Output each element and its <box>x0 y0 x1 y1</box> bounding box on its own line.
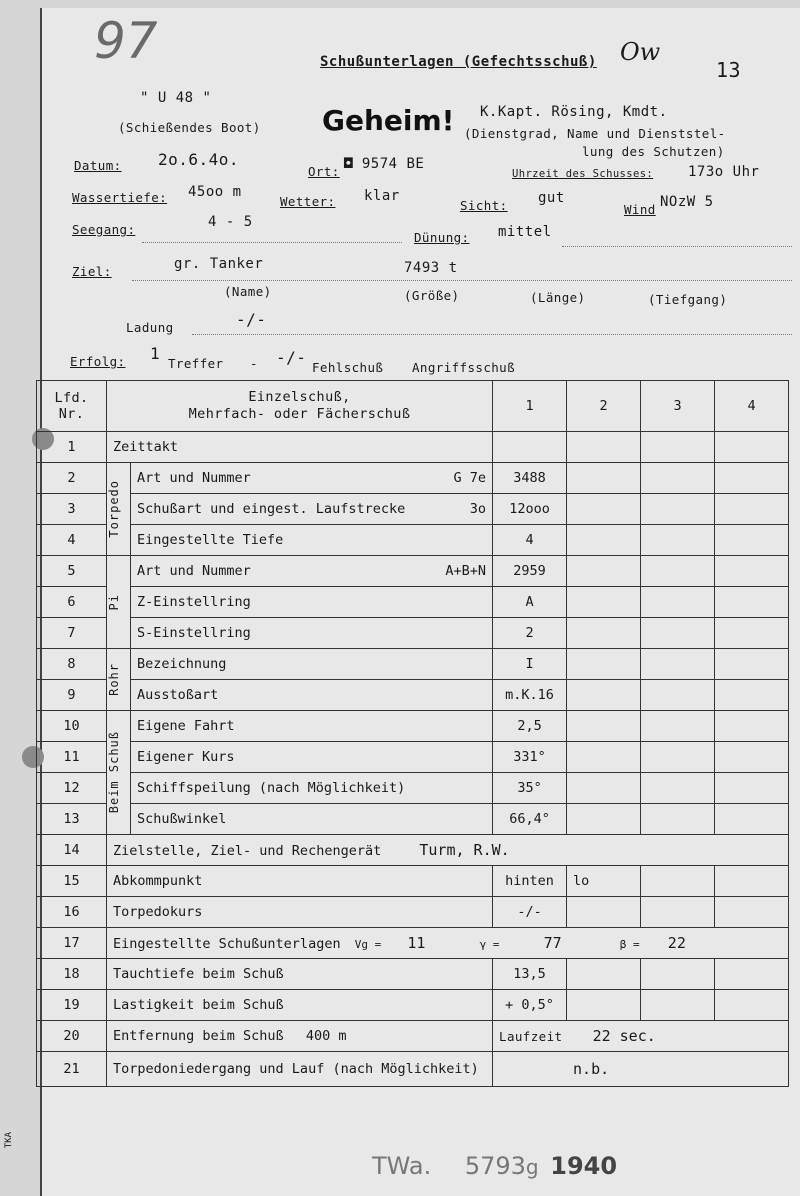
ladung-label: Ladung <box>126 320 174 335</box>
row-nr: 9 <box>37 680 107 711</box>
angriff-label: Angriffsschuß <box>412 360 516 375</box>
header-col-2: 2 <box>567 381 641 432</box>
boat-name: " U 48 " <box>140 90 212 106</box>
table-row <box>37 711 789 742</box>
wetter-value: klar <box>364 188 400 204</box>
erfolg-label: Erfolg: <box>70 354 126 369</box>
row-value: 35° <box>493 773 567 804</box>
row-value: A <box>493 587 567 618</box>
row-value <box>493 432 567 463</box>
row-label-cell <box>131 494 493 525</box>
vg-value: 11 <box>407 934 426 952</box>
groesse-caption: (Größe) <box>404 288 460 303</box>
laufzeit-value: 22 sec. <box>592 1027 656 1045</box>
tiefgang-caption: (Tiefgang) <box>648 292 728 307</box>
table-row <box>37 587 789 618</box>
beta-value: 22 <box>667 934 686 952</box>
table-row <box>37 680 789 711</box>
wind-value: NOzW 5 <box>660 194 714 210</box>
row-nr: 16 <box>37 897 107 928</box>
row-label: Torpedokurs <box>107 897 493 928</box>
row-value-2: lo <box>567 866 641 897</box>
row-value: Turm, R.W. <box>419 841 510 859</box>
row-label: Eigener Kurs <box>131 742 493 773</box>
group-rohr <box>107 649 131 711</box>
commander: K.Kapt. Rösing, Kmdt. <box>480 104 668 120</box>
row-nr: 19 <box>37 990 107 1021</box>
group-pi-label: Pi <box>107 593 121 611</box>
row-nr: 10 <box>37 711 107 742</box>
group-torpedo <box>107 463 131 556</box>
row-label: Lastigkeit beim Schuß <box>107 990 493 1021</box>
row-nr: 4 <box>37 525 107 556</box>
row-nr: 20 <box>37 1021 107 1052</box>
row-label-cell <box>107 1021 493 1052</box>
header-nr: Lfd. Nr. <box>37 381 107 432</box>
seegang-value: 4 - 5 <box>208 214 253 230</box>
archive-stamp <box>372 1152 617 1180</box>
duenung-label: Dünung: <box>414 230 470 245</box>
row-value: 2,5 <box>493 711 567 742</box>
commander-caption-2: lung des Schutzen) <box>582 144 725 159</box>
table-row <box>37 804 789 835</box>
datum-value: 2o.6.4o. <box>158 150 240 169</box>
row-value: 66,4° <box>493 804 567 835</box>
table-row <box>37 928 789 959</box>
table-row <box>37 618 789 649</box>
row-label-cell <box>107 835 789 866</box>
gamma-label: γ = <box>479 938 500 951</box>
laufzeit-cell <box>493 1021 789 1052</box>
row-nr: 13 <box>37 804 107 835</box>
stamp-number: 5793 <box>464 1152 526 1180</box>
ort-value: ◘ 9574 BE <box>344 156 425 172</box>
row-label: S-Einstellring <box>131 618 493 649</box>
row-label: Zeittakt <box>107 432 493 463</box>
datum-label: Datum: <box>74 158 122 173</box>
fehlschuss-label: Fehlschuß <box>312 360 384 375</box>
dash-separator: - <box>250 356 258 371</box>
row-nr: 1 <box>37 432 107 463</box>
row-nr: 15 <box>37 866 107 897</box>
group-beim-schuss-label: Beim Schuß <box>107 731 121 814</box>
row-label-cell <box>131 556 493 587</box>
row-label-cell <box>107 928 789 959</box>
table-row <box>37 494 789 525</box>
group-pi <box>107 556 131 649</box>
stamp-suffix: g <box>525 1155 539 1179</box>
header-col-3: 3 <box>641 381 715 432</box>
row-label: Eigene Fahrt <box>131 711 493 742</box>
row-label: Eingestellte Tiefe <box>131 525 493 556</box>
firing-data-table <box>36 380 789 1087</box>
row-value: 2 <box>493 618 567 649</box>
row-nr: 7 <box>37 618 107 649</box>
row-note: A+B+N <box>445 563 487 579</box>
laenge-caption: (Länge) <box>530 290 586 305</box>
row-value: I <box>493 649 567 680</box>
row-nr: 12 <box>37 773 107 804</box>
handwritten-initials: Ow <box>620 38 661 66</box>
table-row <box>37 959 789 990</box>
row-label: Z-Einstellring <box>131 587 493 618</box>
sicht-label: Sicht: <box>460 198 508 213</box>
margin-note: TKA <box>4 1132 14 1149</box>
row-note: G 7e <box>453 470 487 486</box>
row-value: 13,5 <box>493 959 567 990</box>
row-nr: 3 <box>37 494 107 525</box>
row-label: Ausstoßart <box>131 680 493 711</box>
row-label: Torpedoniedergang und Lauf (nach Möglichkeit) <box>107 1052 493 1087</box>
row-nr: 11 <box>37 742 107 773</box>
group-beim-schuss <box>107 711 131 835</box>
row-value: 400 m <box>305 1028 347 1044</box>
row-label: Tauchtiefe beim Schuß <box>107 959 493 990</box>
header-col-4: 4 <box>715 381 789 432</box>
laufzeit-label: Laufzeit <box>499 1029 563 1044</box>
table-row <box>37 866 789 897</box>
wassertiefe-label: Wassertiefe: <box>72 190 168 205</box>
table-row <box>37 432 789 463</box>
row-label: Bezeichnung <box>131 649 493 680</box>
row-label: Abkommpunkt <box>107 866 493 897</box>
ziel-label: Ziel: <box>72 264 112 279</box>
row-note: 3o <box>469 501 487 517</box>
row-label: Schiffspeilung (nach Möglichkeit) <box>131 773 493 804</box>
ziel-name: gr. Tanker <box>174 256 264 272</box>
row-value: 331° <box>493 742 567 773</box>
wassertiefe-value: 45oo m <box>188 184 242 200</box>
boat-caption: (Schießendes Boot) <box>118 120 261 135</box>
row-nr: 18 <box>37 959 107 990</box>
form-title: Schußunterlagen (Gefechtsschuß) <box>320 54 597 70</box>
row-label: Schußwinkel <box>131 804 493 835</box>
beta-label: β = <box>619 938 640 951</box>
uhrzeit-label: Uhrzeit des Schusses: <box>512 168 654 180</box>
table-row <box>37 773 789 804</box>
treffer-count: 1 <box>150 344 161 363</box>
row-nr: 14 <box>37 835 107 866</box>
ziel-groesse: 7493 t <box>404 260 458 276</box>
ladung-value: -/- <box>236 310 267 329</box>
group-rohr-label: Rohr <box>107 663 121 696</box>
table-row <box>37 463 789 494</box>
table-row <box>37 1021 789 1052</box>
name-caption: (Name) <box>224 284 272 299</box>
row-value: 3488 <box>493 463 567 494</box>
row-nr: 8 <box>37 649 107 680</box>
sicht-value: gut <box>538 190 565 206</box>
stamp-year: 1940 <box>550 1152 618 1180</box>
row-nr: 2 <box>37 463 107 494</box>
header-description <box>107 381 493 432</box>
gamma-value: 77 <box>543 934 562 952</box>
header-col-1: 1 <box>493 381 567 432</box>
stamp-prefix: TWa. <box>372 1152 432 1180</box>
commander-caption-1: (Dienstgrad, Name und Dienststel- <box>464 126 726 141</box>
seegang-label: Seegang: <box>72 222 136 237</box>
row-value: n.b. <box>493 1052 789 1087</box>
header-desc-line-1: Einzelschuß, <box>248 389 351 405</box>
row-label: Schußart und eingest. Laufstrecke <box>137 501 406 517</box>
row-nr: 21 <box>37 1052 107 1087</box>
ort-label: Ort: <box>308 164 340 179</box>
table-row <box>37 990 789 1021</box>
secret-stamp: Geheim! <box>322 104 455 137</box>
row-label: Zielstelle, Ziel- und Rechengerät <box>113 843 382 859</box>
uhrzeit-value: 173o Uhr <box>688 164 760 180</box>
row-label: Eingestellte Schußunterlagen <box>113 936 341 952</box>
table-row <box>37 649 789 680</box>
row-value: m.K.16 <box>493 680 567 711</box>
row-nr: 17 <box>37 928 107 959</box>
row-label: Entfernung beim Schuß <box>113 1028 284 1044</box>
sheet-number: 13 <box>716 58 742 82</box>
row-value: -/- <box>493 897 567 928</box>
row-nr: 6 <box>37 587 107 618</box>
fehlschuss-count: -/- <box>276 348 307 367</box>
row-value: 12ooo <box>493 494 567 525</box>
row-value-1: hinten <box>493 866 567 897</box>
vg-label: Vg = <box>354 938 382 951</box>
row-value: 4 <box>493 525 567 556</box>
row-nr: 5 <box>37 556 107 587</box>
row-label: Art und Nummer <box>137 563 251 579</box>
table-row <box>37 835 789 866</box>
wetter-label: Wetter: <box>280 194 336 209</box>
table-row <box>37 742 789 773</box>
treffer-label: Treffer <box>168 356 224 371</box>
header-desc-line-2: Mehrfach- oder Fächerschuß <box>188 406 411 422</box>
row-label: Art und Nummer <box>137 470 251 486</box>
duenung-value: mittel <box>498 224 552 240</box>
wind-label: Wind <box>624 202 656 217</box>
row-label-cell <box>131 463 493 494</box>
table-row <box>37 897 789 928</box>
table-row <box>37 1052 789 1087</box>
table-row <box>37 525 789 556</box>
row-value: 2959 <box>493 556 567 587</box>
handwritten-page-number: 97 <box>94 12 158 70</box>
group-torpedo-label: Torpedo <box>107 480 121 538</box>
row-value: + 0,5° <box>493 990 567 1021</box>
table-row <box>37 556 789 587</box>
